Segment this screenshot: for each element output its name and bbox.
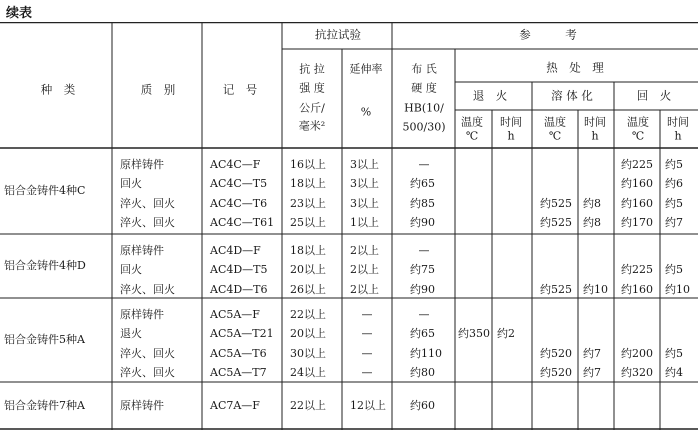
header-anneal-temp-unit: ℃ <box>465 129 479 143</box>
cell-hardness: 约80 <box>410 366 435 380</box>
cell-strength: 23以上 <box>290 196 326 210</box>
cell-elongation: 12以上 <box>350 399 386 412</box>
cell-hardness: 约75 <box>410 263 435 277</box>
header-tempering-temp-unit: ℃ <box>631 129 645 143</box>
cell-strength: 18以上 <box>290 177 326 191</box>
cell-code: AC4D—F <box>210 243 261 257</box>
cell-code: AC4D—T6 <box>210 282 268 296</box>
cell-code: AC4C—T5 <box>210 177 268 191</box>
header-heat-treatment: 热 处 理 <box>546 60 604 75</box>
header-tensile-test: 抗拉试验 <box>315 27 361 42</box>
cell-hardness: 约65 <box>410 327 435 341</box>
header-temper: 质 别 <box>140 82 176 97</box>
header-brinell-line3: HB(10/ <box>404 101 444 115</box>
cell-temper: 淬火、回火 <box>120 196 175 210</box>
cell-temper: 淬火、回火 <box>120 216 175 230</box>
cell-code: AC5A—T6 <box>210 346 267 360</box>
cell-elongation: 3以上 <box>350 157 379 171</box>
table-caption: 续表 <box>6 6 33 21</box>
cell-hardness: 约60 <box>410 399 435 412</box>
cell-solution-temp: 约525 <box>540 216 572 230</box>
cell-tempering-time: 约10 <box>665 282 690 296</box>
cell-temper: 淬火、回火 <box>120 282 175 296</box>
cell-strength: 18以上 <box>290 243 326 257</box>
cell-tempering-temp: 约320 <box>621 366 653 380</box>
cell-temper: 回火 <box>120 177 142 191</box>
header-strength-unit1: 公斤/ <box>299 101 325 115</box>
cell-hardness: 约85 <box>410 196 435 210</box>
header-strength-line2: 强 度 <box>299 81 325 95</box>
cell-tempering-time: 约6 <box>665 177 683 191</box>
cell-hardness: 约65 <box>410 177 435 191</box>
cell-anneal-temp: 约350 <box>458 327 490 341</box>
header-solution-treatment: 溶 体 化 <box>551 88 593 103</box>
header-tempering-time-unit: h <box>674 129 682 143</box>
header-reference: 参 考 <box>519 27 577 42</box>
cell-elongation: — <box>361 327 373 341</box>
group-name: 铝合金铸件4种D <box>4 259 86 272</box>
header-solution-temp: 温度 <box>544 115 566 129</box>
cell-tempering-temp: 约160 <box>621 196 653 210</box>
cell-temper: 淬火、回火 <box>120 346 175 360</box>
header-brinell-line2: 硬 度 <box>411 81 437 95</box>
cell-elongation: — <box>361 366 373 380</box>
cell-elongation: 2以上 <box>350 263 379 277</box>
cell-temper: 原样铸件 <box>120 157 164 171</box>
cell-temper: 淬火、回火 <box>120 366 175 380</box>
header-strength-unit2: 毫米² <box>298 119 326 133</box>
cell-code: AC4C—T6 <box>210 196 268 210</box>
group-name: 铝合金铸件7种A <box>4 399 85 412</box>
cell-tempering-temp: 约170 <box>621 216 653 230</box>
group-name: 铝合金铸件4种C <box>4 184 86 197</box>
cell-strength: 22以上 <box>290 307 326 321</box>
cell-tempering-time: 约5 <box>665 346 683 360</box>
cell-code: AC4C—F <box>210 157 261 171</box>
cell-hardness: — <box>418 307 430 321</box>
cell-strength: 25以上 <box>290 216 326 230</box>
cell-tempering-time: 约5 <box>665 263 683 277</box>
cell-elongation: 3以上 <box>350 196 379 210</box>
cell-temper: 原样铸件 <box>120 243 164 257</box>
header-anneal-time: 时间 <box>500 115 522 129</box>
group-name: 铝合金铸件5种A <box>4 333 85 346</box>
header-tempering-temp: 温度 <box>627 115 649 129</box>
cell-temper: 回火 <box>120 263 142 277</box>
cell-code: AC5A—T7 <box>210 366 267 380</box>
header-elongation-unit: % <box>360 105 372 119</box>
header-tempering: 回 火 <box>636 88 672 103</box>
cell-solution-time: 约8 <box>583 196 601 210</box>
header-kind: 种 类 <box>40 82 76 97</box>
cell-strength: 20以上 <box>290 263 326 277</box>
cell-tempering-time: 约5 <box>665 196 683 210</box>
cell-elongation: 2以上 <box>350 243 379 257</box>
cell-tempering-temp: 约160 <box>621 177 653 191</box>
header-solution-time: 时间 <box>584 115 606 129</box>
cell-elongation: — <box>361 307 373 321</box>
cell-hardness: 约110 <box>410 346 442 360</box>
cell-tempering-time: 约7 <box>665 216 683 230</box>
header-brinell-line1: 布 氏 <box>411 62 437 76</box>
cell-code: AC5A—F <box>210 307 260 321</box>
cell-tempering-time: 约5 <box>665 157 683 171</box>
cell-strength: 16以上 <box>290 157 326 171</box>
cell-strength: 24以上 <box>290 366 326 380</box>
cell-solution-time: 约7 <box>583 366 601 380</box>
header-solution-time-unit: h <box>591 129 599 143</box>
cell-tempering-temp: 约225 <box>621 263 653 277</box>
cell-temper: 原样铸件 <box>120 399 164 412</box>
cell-solution-temp: 约520 <box>540 366 572 380</box>
cell-solution-temp: 约520 <box>540 346 572 360</box>
cell-solution-time: 约7 <box>583 346 601 360</box>
header-tempering-time: 时间 <box>667 115 689 129</box>
header-brinell-line4: 500/30) <box>402 120 446 134</box>
cell-hardness: 约90 <box>410 216 435 230</box>
cell-code: AC5A—T21 <box>210 327 274 341</box>
cell-tempering-temp: 约160 <box>621 282 653 296</box>
header-annealing: 退 火 <box>472 88 508 103</box>
cell-strength: 30以上 <box>290 346 326 360</box>
alloy-table <box>0 22 698 430</box>
cell-elongation: 2以上 <box>350 282 379 296</box>
cell-hardness: — <box>418 157 430 171</box>
header-elongation: 延伸率 <box>349 62 383 76</box>
cell-code: AC4D—T5 <box>210 263 268 277</box>
header-anneal-time-unit: h <box>507 129 515 143</box>
cell-code: AC4C—T61 <box>210 216 275 230</box>
cell-temper: 退火 <box>120 327 142 341</box>
cell-solution-temp: 约525 <box>540 282 572 296</box>
header-solution-temp-unit: ℃ <box>548 129 562 143</box>
cell-anneal-time: 约2 <box>497 327 515 341</box>
cell-elongation: — <box>361 346 373 360</box>
cell-code: AC7A—F <box>210 399 260 412</box>
header-code: 记 号 <box>222 82 258 97</box>
header-anneal-temp: 温度 <box>461 115 483 129</box>
cell-solution-temp: 约525 <box>540 196 572 210</box>
cell-strength: 22以上 <box>290 399 326 412</box>
cell-tempering-temp: 约200 <box>621 346 653 360</box>
cell-hardness: — <box>418 243 430 257</box>
cell-temper: 原样铸件 <box>120 307 164 321</box>
cell-strength: 26以上 <box>290 282 326 296</box>
cell-hardness: 约90 <box>410 282 435 296</box>
cell-solution-time: 约8 <box>583 216 601 230</box>
cell-elongation: 1以上 <box>350 216 379 230</box>
cell-solution-time: 约10 <box>583 282 608 296</box>
cell-tempering-temp: 约225 <box>621 157 653 171</box>
cell-strength: 20以上 <box>290 327 326 341</box>
header-strength-line1: 抗 拉 <box>299 62 325 76</box>
cell-tempering-time: 约4 <box>665 366 683 380</box>
cell-elongation: 3以上 <box>350 177 379 191</box>
